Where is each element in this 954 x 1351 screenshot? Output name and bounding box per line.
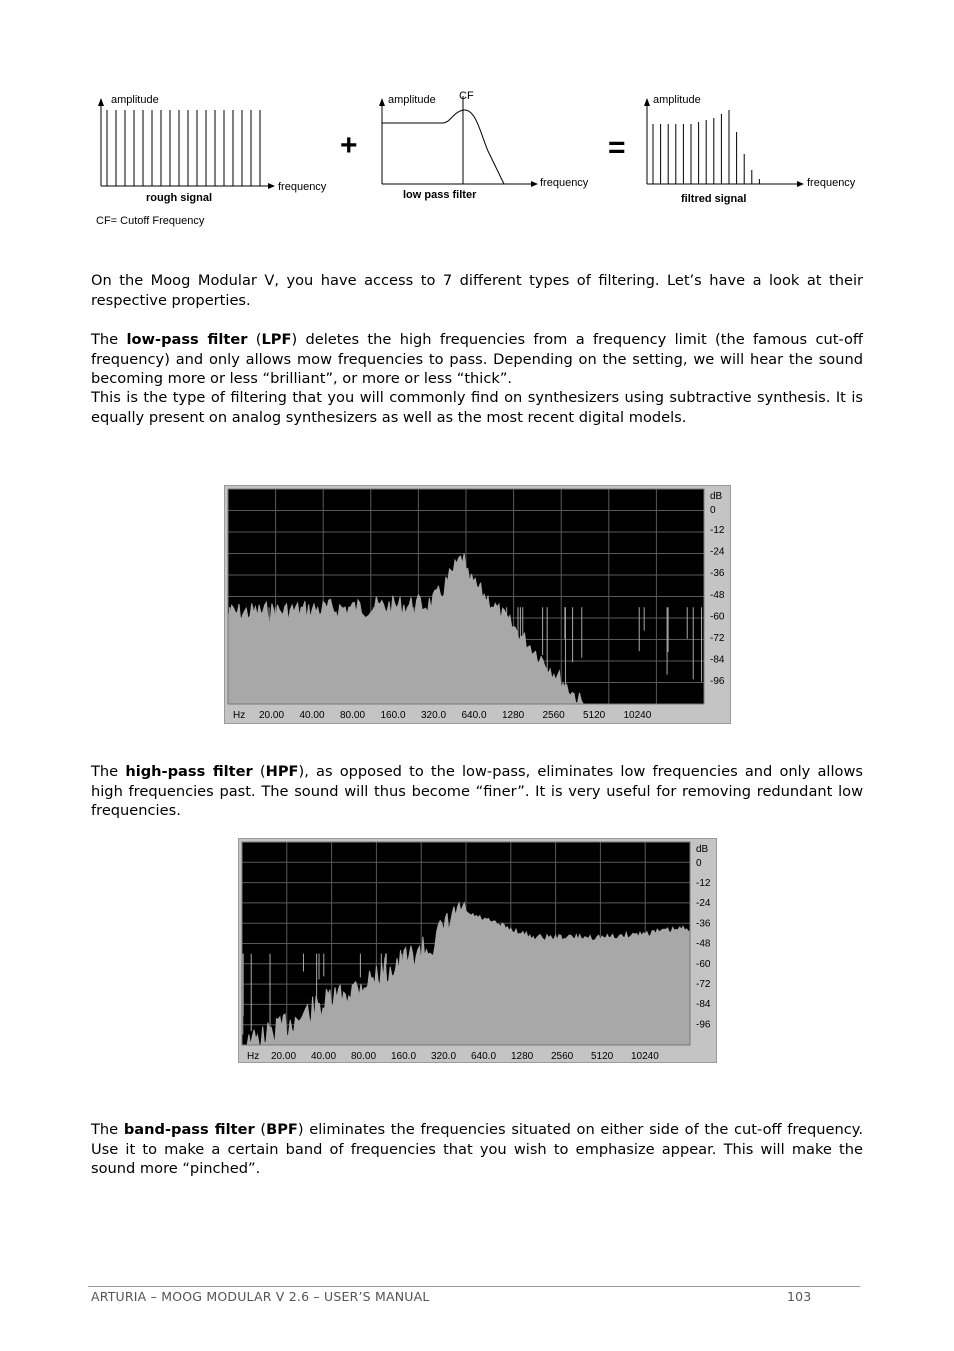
bpf-text: ) eliminates the frequencies situated on either side of the cut-off frequency. Use it to make a certain band of frequencies that you wish to emphasize appear. This will make the sound more “pinched”. [91, 1121, 863, 1177]
page-number: 103 [787, 1289, 812, 1304]
db-tick-label: 0 [696, 858, 702, 869]
filtered-signal-diagram [644, 94, 856, 205]
hpf-paragraph [91, 762, 863, 821]
hpf-text: ), as opposed to the low-pass, eliminates low frequencies and only allows high frequencies past. The sound will thus become “finer”. It is very useful for removing redundant low frequencies. [91, 763, 863, 819]
db-tick-label: -12 [696, 878, 711, 889]
highpass-spectrum-display [238, 838, 717, 1063]
db-tick-label: -84 [710, 654, 725, 666]
filtered-frequency-label: frequency [807, 177, 856, 189]
hz-tick-label: 20.00 [259, 710, 285, 721]
hz-tick-label: 10240 [631, 1051, 659, 1062]
lpf-prefix: The [91, 331, 127, 348]
rough-frequency-label: frequency [278, 181, 327, 193]
db-unit-label: dB [710, 491, 723, 502]
hz-tick-label: 640.0 [471, 1051, 497, 1062]
db-tick-label: -48 [696, 938, 711, 950]
lpf-open-paren: ( [247, 331, 262, 348]
hz-tick-label: 20.00 [271, 1051, 297, 1062]
bpf-prefix: The [91, 1121, 124, 1138]
hz-tick-label: 320.0 [431, 1051, 457, 1062]
hz-tick-label: 5120 [591, 1051, 614, 1062]
db-tick-label: -96 [696, 1019, 711, 1031]
lpf-text: ) deletes the high frequencies from a frequency limit (the famous cut-off frequency) and only allows mow frequencies to pass. Depending on the setting, we will hear the sound becoming more or less “brilliant”, or more or less “thick”. [91, 331, 863, 387]
plus-sign: + [340, 129, 358, 162]
low-pass-filter-diagram [379, 90, 589, 201]
hz-tick-label: 40.00 [311, 1051, 337, 1062]
db-tick-label: -60 [696, 958, 711, 970]
db-tick-label: 0 [710, 505, 716, 516]
hz-tick-label: 10240 [623, 710, 652, 721]
lowpass-spectrum-graph [225, 486, 730, 723]
equals-sign: = [608, 131, 626, 164]
highpass-spectrum-graph [239, 839, 716, 1062]
db-tick-label: -72 [696, 979, 711, 990]
lowpass-spectrum-display [224, 485, 731, 724]
db-tick-label: -36 [696, 918, 711, 930]
lpf-paragraph [91, 330, 863, 389]
low-pass-filter-caption: low pass filter [403, 189, 477, 201]
filter-diagram [88, 85, 878, 235]
rough-signal-caption: rough signal [146, 192, 212, 204]
hpf-abbr: HPF [265, 763, 299, 780]
hz-tick-label: 80.00 [351, 1051, 377, 1062]
hpf-prefix: The [91, 763, 126, 780]
db-tick-label: -60 [710, 611, 725, 623]
lpf-abbr: LPF [261, 331, 292, 348]
filtered-amplitude-label: amplitude [653, 94, 701, 106]
hz-tick-label: 640.0 [461, 710, 487, 721]
hz-unit-label: Hz [247, 1051, 260, 1062]
rough-signal-harmonics [107, 110, 260, 186]
hz-tick-label: 2560 [551, 1051, 574, 1062]
bpf-open-paren: ( [254, 1121, 267, 1138]
db-tick-label: -24 [710, 546, 725, 558]
hz-tick-label: 160.0 [380, 710, 406, 721]
db-tick-label: -84 [696, 999, 711, 1011]
cf-label: CF [459, 90, 474, 102]
db-unit-label: dB [696, 844, 709, 855]
lowpass-amplitude-label: amplitude [388, 94, 436, 106]
bpf-name: band-pass filter [123, 1121, 255, 1138]
hz-tick-label: 80.00 [340, 710, 366, 721]
hpf-open-paren: ( [252, 763, 266, 780]
bpf-paragraph [91, 1120, 863, 1179]
rough-amplitude-label: amplitude [111, 94, 159, 106]
footer-title: ARTURIA – MOOG MODULAR V 2.6 – USER’S MANUAL [91, 1289, 430, 1304]
lowpass-frequency-label: frequency [540, 177, 589, 189]
db-tick-label: -12 [710, 525, 725, 536]
filtered-signal-harmonics [653, 110, 759, 184]
footer-rule [88, 1286, 860, 1287]
rough-signal-diagram [98, 94, 327, 204]
hz-unit-label: Hz [233, 710, 246, 721]
hz-tick-label: 40.00 [299, 710, 325, 721]
cutoff-frequency-note: CF= Cutoff Frequency [96, 215, 205, 227]
hz-tick-label: 5120 [583, 710, 606, 721]
lpf-name: low-pass filter [126, 331, 248, 348]
low-pass-response-curve [382, 110, 504, 184]
db-tick-label: -24 [696, 898, 711, 910]
lpf-second-paragraph: This is the type of filtering that you will commonly find on synthesizers using subtractive synthesis. It is equally present on analog synthesizers as well as the most recent digital models. [91, 389, 863, 426]
hz-tick-label: 320.0 [421, 710, 447, 721]
db-tick-label: -96 [710, 676, 725, 688]
filtered-signal-caption: filtred signal [681, 193, 747, 205]
db-tick-label: -72 [710, 633, 725, 644]
hz-tick-label: 1280 [511, 1051, 534, 1062]
hpf-name: high-pass filter [125, 763, 253, 780]
db-tick-label: -48 [710, 589, 725, 601]
hz-tick-label: 1280 [502, 710, 525, 721]
db-tick-label: -36 [710, 568, 725, 580]
hz-tick-label: 160.0 [391, 1051, 417, 1062]
intro-paragraph: On the Moog Modular V, you have access to 7 different types of filtering. Let’s have a look at their respective properties. [91, 272, 863, 309]
bpf-abbr: BPF [266, 1121, 298, 1138]
hz-tick-label: 2560 [542, 710, 565, 721]
